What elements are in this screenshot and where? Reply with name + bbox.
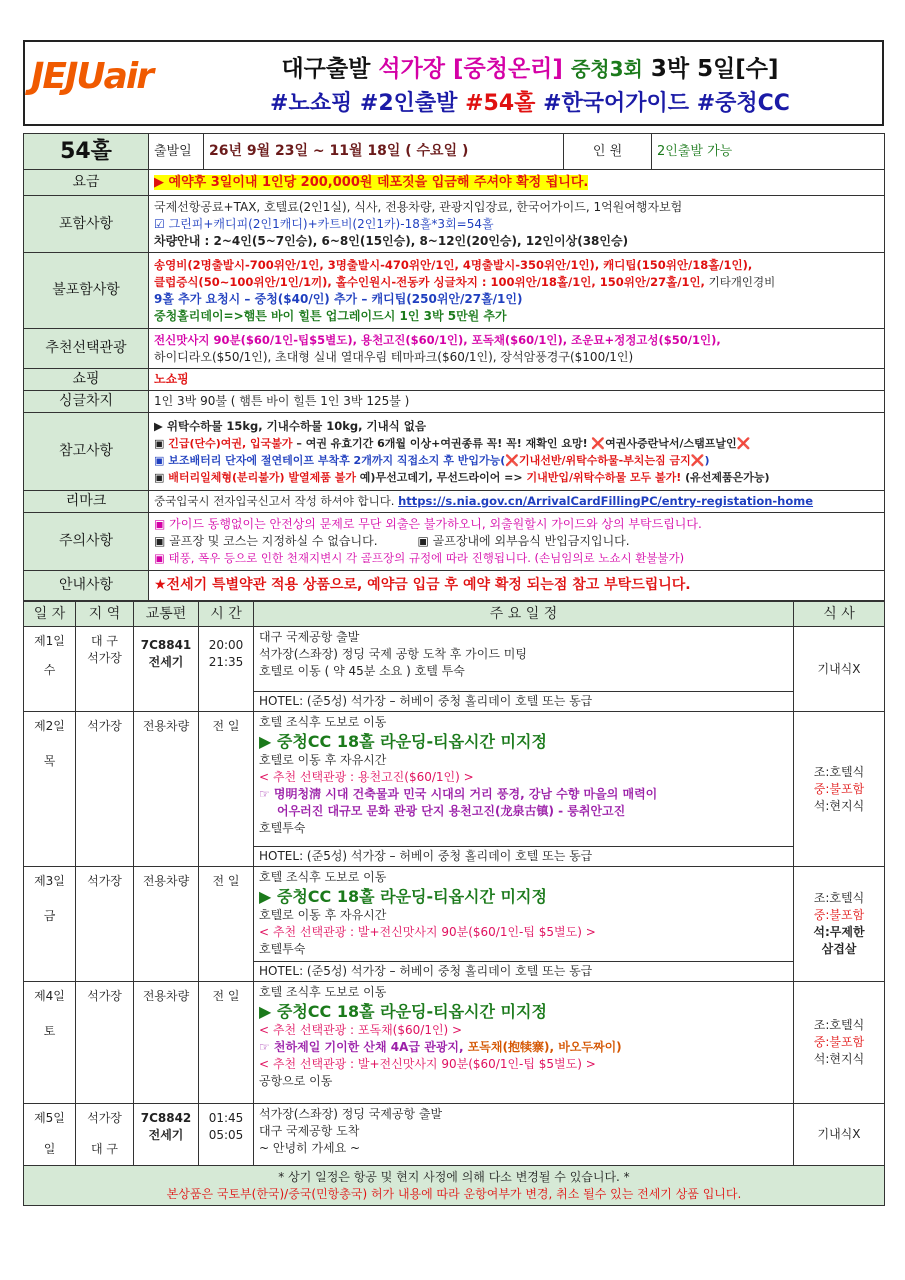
included-label: 포함사항 — [24, 196, 149, 253]
itinerary-document — [23, 40, 884, 1206]
info-table — [23, 133, 885, 601]
hotel-line: HOTEL: (준5성) 석가장 – 허베이 중청 홀리데이 호텔 또는 동급 — [254, 847, 794, 867]
single-label: 싱글차지 — [24, 391, 149, 413]
golf-round: ▶ 중청CC 18홀 라운딩-티옵시간 미지정 — [259, 732, 547, 751]
shopping-label: 쇼핑 — [24, 369, 149, 391]
notice-label: 안내사항 — [24, 571, 149, 601]
fee-label: 요금 — [24, 170, 149, 196]
document-header — [23, 40, 884, 126]
hotel-line: HOTEL: (준5성) 석가장 – 허베이 중청 홀리데이 호텔 또는 동급 — [254, 692, 794, 712]
hashtag-line: #노쇼핑 #2인출발 #54홀 #한국어가이드 #중청CC — [270, 91, 790, 116]
remark-label: 리마크 — [24, 491, 149, 513]
reference-label: 참고사항 — [24, 413, 149, 491]
caution-label: 주의사항 — [24, 513, 149, 571]
schedule-table — [23, 601, 885, 1206]
schedule-day-1: 제1일 수 대 구 석가장 7C8841 전세기 20:00 21:35 대구 국제공항 출발 석가장(스좌장) 정딩 국제 공항 도착 후 가이드 미팅 호텔로 이동 ( 약 45분 소요 ) 호텔 투숙 기내식X — [24, 627, 885, 692]
caution-content: ▣ 가이드 동행없이는 안전상의 문제로 무단 외출은 불가하오니, 외출원할시 가이드와 상의 부탁드립니다. ▣ 골프장 및 코스는 지정하실 수 없습니다. ▣ 골프장내에 외부음식 반입금지입니다. ▣ 태풍, 폭우 등으로 인한 천재지변시 각 골프장의 규정에 따라 진행됩니다. (손님임의로 노쇼시 환불불가) — [149, 513, 885, 571]
golf-round: ▶ 중청CC 18홀 라운딩-티옵시간 미지정 — [259, 887, 547, 906]
departure-value: 26년 9월 23일 ~ 11월 18일 ( 수요일 ) — [204, 134, 564, 170]
schedule-footer: * 상기 일정은 항공 및 현지 사정에 의해 다소 변경될 수 있습니다. * 본상품은 국토부(한국)/중국(민항총국) 허가 내용에 따라 운항여부가 변경, 취소 될수 있는 전세기 상품 입니다. — [24, 1166, 885, 1206]
notice-value: ★전세기 특별약관 적용 상품으로, 예약금 입금 후 예약 확정 되는점 참고 부탁드립니다. — [149, 571, 885, 601]
hotel-line: HOTEL: (준5성) 석가장 – 허베이 중청 홀리데이 호텔 또는 동급 — [254, 962, 794, 982]
holes-label: 54홀 — [24, 134, 149, 170]
optional-label: 추천선택관광 — [24, 329, 149, 369]
product-title: 대구출발 석가장 [중청온리] 중청3회 3박 5일[수] — [281, 56, 779, 82]
optional-content: 전신맛사지 90분($60/1인-팁$5별도), 용천고진($60/1인), 포독채($60/1인), 조운묘+정정고성($50/1인), 하이디라오($50/1인), 초대형 실내 열대우림 테마파크($60/1인), 장석암풍경구($100/1인) — [149, 329, 885, 369]
reference-content: ▶ 위탁수하물 15kg, 기내수하물 10kg, 기내식 없음 ▣ 긴급(단수)여권, 입국불가 – 여권 유효기간 6개월 이상+여권종류 꼭! 꼭! 재확인 요망! ❌여권사증란낙서/스탬프날인❌ ▣ 보조배터리 단자에 절연테이프 부착후 2개까지 직접소지 후 반입가능(❌기내선반/위탁수하물-부치는짐 금지❌) ▣ 배터리일체형(분리불가) 발열제품 불가 예)무선고데기, 무선드라이어 => 기내반입/위탁수하물 모두 불가! (유선제품은가능) — [149, 413, 885, 491]
golf-round: ▶ 중청CC 18홀 라운딩-티옵시간 미지정 — [259, 1002, 547, 1021]
single-value: 1인 3박 90불 ( 햄튼 바이 힐튼 1인 3박 125불 ) — [149, 391, 885, 413]
schedule-day-4: 제4일 토 석가장 전용차량 전 일 호텔 조식후 도보로 이동 ▶ 중청CC 18홀 라운딩-티옵시간 미지정 < 추천 선택관광 : 포독채($60/1인) > ☞ 천하제일 기이한 산채 4A급 관광지, 포독채(抱犊寨), 바오두짜이) < 추천 선택관광 : 발+전신맛사지 90분($60/1인-팁 $5별도) > 공항으로 이동 조:호텔식 중:불포함 석:현지식 — [24, 982, 885, 1104]
remark-content: 중국입국시 전자입국신고서 작성 하셔야 합니다. https://s.nia.gov.cn/ArrivalCardFillingPC/entry-registation-home — [149, 491, 885, 513]
arrival-card-link[interactable]: https://s.nia.gov.cn/ArrivalCardFillingPC/entry-registation-home — [398, 494, 814, 508]
included-content: 국제선항공료+TAX, 호텔료(2인1실), 식사, 전용차량, 관광지입장료, 한국어가이드, 1억원여행자보험 ☑ 그린피+캐디피(2인1캐디)+카트비(2인1카)-18홀*3회=54홀 차량안내 : 2~4인(5~7인승), 6~8인(15인승), 8~12인(20인승), 12인이상(38인승) — [149, 196, 885, 253]
excluded-content: 송영비(2명출발시-700위안/1인, 3명출발시-470위안/1인, 4명출발시-350위안/1인), 캐디팁(150위안/18홀/1인), 클럽증식(50~100위안/1인/1끼), 홀수인원시-전동카 싱글차지 : 100위안/18홀/1인, 150위안/27홀/1인, 기타개인경비 9홀 추가 요청시 – 중청($40/인) 추가 – 캐디팁(250위안/27홀/1인) 중청홀리데이=>햄튼 바이 힐튼 업그레이드시 1인 3박 5만원 추가 — [149, 253, 885, 329]
schedule-header-row: 일 자 지 역 교통편 시 간 주 요 일 정 식 사 — [24, 602, 885, 627]
people-value: 2인출발 가능 — [652, 134, 885, 170]
people-label: 인 원 — [564, 134, 652, 170]
shopping-value: 노쇼핑 — [149, 369, 885, 391]
departure-label: 출발일 — [149, 134, 204, 170]
schedule-day-2: 제2일 목 석가장 전용차량 전 일 호텔 조식후 도보로 이동 ▶ 중청CC 18홀 라운딩-티옵시간 미지정 호텔로 이동 후 자유시간 < 추천 선택관광 : 용천고진($60/1인) > ☞ 명明청淸 시대 건축물과 민국 시대의 거리 풍경, 강남 수향 마을의 매력이 어우러진 대규모 문화 관광 단지 용천고진(龙泉古镇) - 룽취안고진 호텔투숙 조:호텔식 중:불포함 석:현지식 — [24, 712, 885, 847]
jejuair-logo: JEJUair — [31, 56, 152, 97]
excluded-label: 불포함사항 — [24, 253, 149, 329]
schedule-day-3: 제3일 금 석가장 전용차량 전 일 호텔 조식후 도보로 이동 ▶ 중청CC 18홀 라운딩-티옵시간 미지정 호텔로 이동 후 자유시간 < 추천 선택관광 : 발+전신맛사지 90분($60/1인-팁 $5별도) > 호텔투숙 조:호텔식 중:불포함 석:무제한 삼겹살 — [24, 867, 885, 962]
fee-value: ▶ 예약후 3일이내 1인당 200,000원 데포짓을 입금해 주셔야 확정 됩니다. — [154, 175, 589, 190]
schedule-day-5: 제5일 일 석가장 대 구 7C8842 전세기 01:45 05:05 석가장(스좌장) 정딩 국제공항 출발 대구 국제공항 도착 ~ 안녕히 가세요 ~ 기내식X — [24, 1104, 885, 1166]
